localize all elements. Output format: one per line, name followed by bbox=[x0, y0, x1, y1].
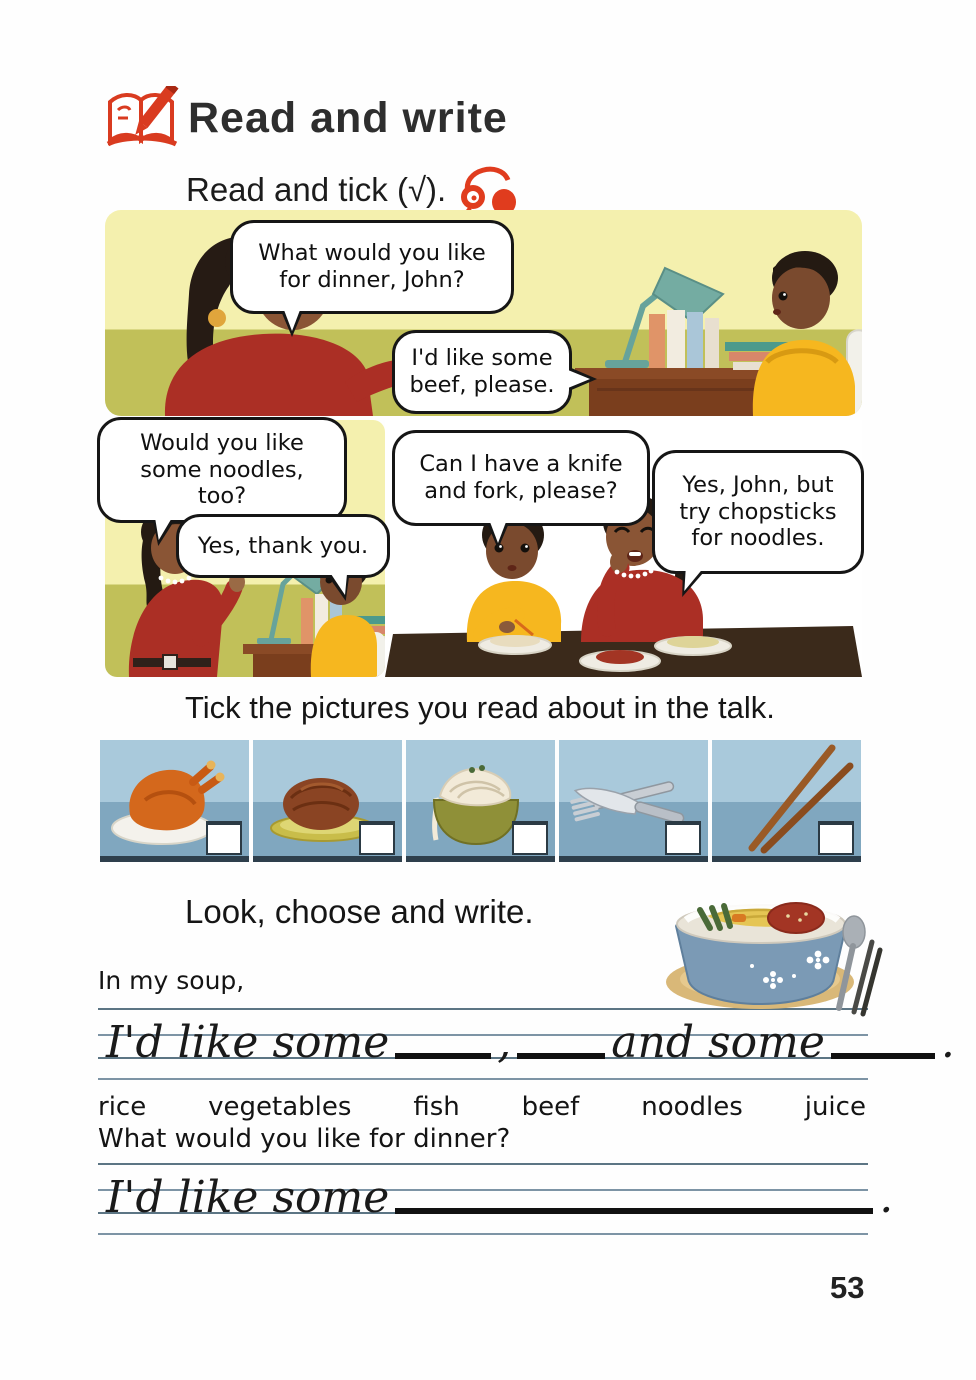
tick-instruction: Tick the pictures you read about in the talk. bbox=[185, 690, 775, 725]
speech-bubble-6: Yes, John, but try chopsticks for noodles. bbox=[652, 450, 864, 574]
book-and-pencil-icon bbox=[102, 86, 184, 152]
answer-blank-4[interactable] bbox=[395, 1208, 873, 1214]
script-lead-2: I'd like some bbox=[106, 1172, 390, 1223]
script-mid: and some bbox=[611, 1017, 825, 1068]
tick-checkbox-beef[interactable] bbox=[359, 821, 395, 855]
word-bank-item: juice bbox=[804, 1092, 866, 1122]
script-lead-1: I'd like some bbox=[106, 1017, 390, 1068]
tick-checkbox-chicken[interactable] bbox=[206, 821, 242, 855]
word-bank-item: noodles bbox=[641, 1092, 743, 1122]
write-instruction: Look, choose and write. bbox=[185, 893, 534, 930]
speech-bubble-4: Yes, thank you. bbox=[176, 514, 390, 578]
answer-blank-1[interactable] bbox=[395, 1053, 491, 1059]
word-bank-item: vegetables bbox=[208, 1092, 352, 1122]
section-subtitle: Read and tick (√). bbox=[186, 171, 447, 208]
script-period-2: . bbox=[879, 1172, 894, 1223]
speech-bubble-1: What would you like for dinner, John? bbox=[230, 220, 514, 314]
prompt-dinner-question: What would you like for dinner? bbox=[98, 1124, 511, 1154]
script-comma: , bbox=[497, 1017, 512, 1068]
prompt-in-my-soup: In my soup, bbox=[98, 966, 245, 995]
answer-blank-2[interactable] bbox=[517, 1053, 605, 1059]
food-card-row bbox=[100, 740, 861, 862]
page-title: Read and write bbox=[188, 94, 508, 142]
speech-bubble-2: I'd like some beef, please. bbox=[392, 330, 572, 414]
page-number: 53 bbox=[830, 1270, 865, 1305]
tick-checkbox-knife-fork[interactable] bbox=[665, 821, 701, 855]
script-period-1: . bbox=[940, 1017, 955, 1068]
speech-bubble-3: Would you like some noodles, too? bbox=[97, 417, 347, 523]
food-card-chopsticks bbox=[712, 740, 861, 862]
speech-bubble-5: Can I have a knife and fork, please? bbox=[392, 430, 650, 526]
tick-checkbox-chopsticks[interactable] bbox=[818, 821, 854, 855]
food-card-noodles bbox=[406, 740, 555, 862]
answer-blank-3[interactable] bbox=[831, 1053, 935, 1059]
food-card-knife-fork bbox=[559, 740, 708, 862]
script-sentence-2 bbox=[106, 1163, 893, 1223]
word-bank bbox=[98, 1092, 866, 1122]
tick-checkbox-noodles[interactable] bbox=[512, 821, 548, 855]
noodle-soup-image bbox=[648, 872, 886, 1020]
word-bank-item: rice bbox=[98, 1092, 147, 1122]
writing-guide-2 bbox=[98, 1163, 894, 1235]
food-card-chicken bbox=[100, 740, 249, 862]
food-card-beef bbox=[253, 740, 402, 862]
word-bank-item: beef bbox=[521, 1092, 580, 1122]
word-bank-item: fish bbox=[413, 1092, 460, 1122]
